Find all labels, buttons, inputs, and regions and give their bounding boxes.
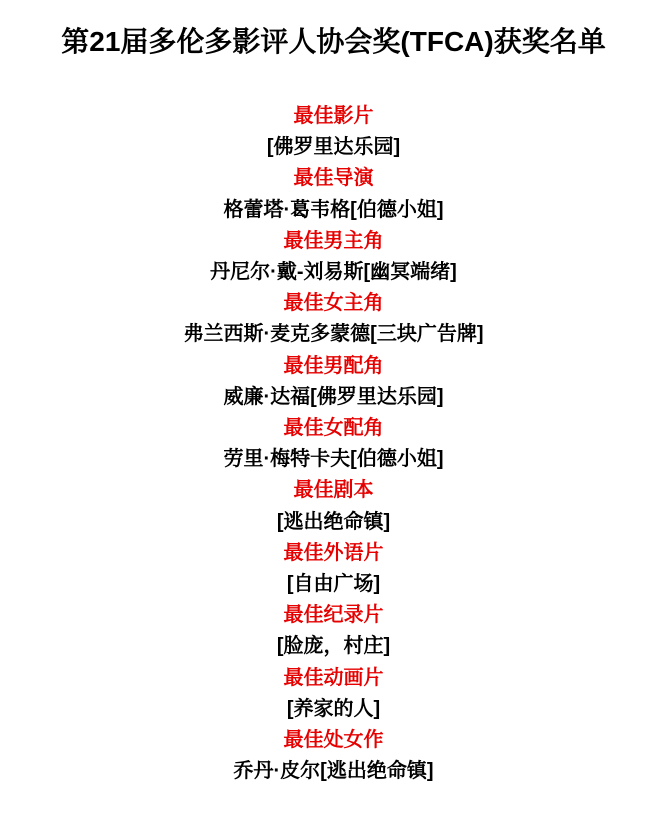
award-winner-label: [逃出绝命镇] [276, 510, 391, 533]
award-category-label: 最佳纪录片 [283, 604, 384, 627]
award-winner-label: [养家的人] [286, 697, 381, 720]
award-entry [0, 600, 667, 662]
award-category-label: 最佳女配角 [283, 417, 384, 440]
award-category-label: 最佳男配角 [283, 354, 384, 377]
award-category-label: 最佳处女作 [283, 729, 384, 752]
award-entry [0, 101, 667, 163]
award-winner-label: 丹尼尔·戴-刘易斯[幽冥端绪] [210, 261, 457, 284]
award-category-label: 最佳女主角 [283, 292, 384, 315]
award-entry [0, 163, 667, 225]
award-winner-label: [自由广场] [286, 573, 381, 596]
award-category-label: 最佳外语片 [283, 541, 384, 564]
award-entry [0, 475, 667, 537]
award-winner-label: 威廉·达福[佛罗里达乐园] [223, 385, 444, 408]
award-winner-label: 乔丹·皮尔[逃出绝命镇] [233, 760, 434, 783]
award-winner-label: 弗兰西斯·麦克多蒙德[三块广告牌] [183, 323, 484, 346]
award-entry [0, 413, 667, 475]
award-category-label: 最佳影片 [293, 105, 374, 127]
page-title: 第21届多伦多影评人协会奖(TFCA)获奖名单 [61, 26, 606, 57]
award-entry [0, 226, 667, 288]
award-winner-label: 格蕾塔·葛韦格[伯德小姐] [223, 198, 444, 221]
award-winner-label: 劳里·梅特卡夫[伯德小姐] [223, 448, 444, 471]
award-category-label: 最佳剧本 [293, 479, 374, 502]
award-entry [0, 663, 667, 725]
award-entry [0, 538, 667, 600]
awards-list [0, 101, 667, 787]
award-entry [0, 351, 667, 413]
award-category-label: 最佳动画片 [283, 666, 384, 689]
award-category-label: 最佳男主角 [283, 229, 384, 252]
award-category-label: 最佳导演 [293, 167, 374, 190]
award-entry [0, 288, 667, 350]
award-winner-label: [佛罗里达乐园] [266, 136, 401, 159]
award-winner-label: [脸庞，村庄] [276, 635, 391, 658]
award-entry [0, 725, 667, 787]
